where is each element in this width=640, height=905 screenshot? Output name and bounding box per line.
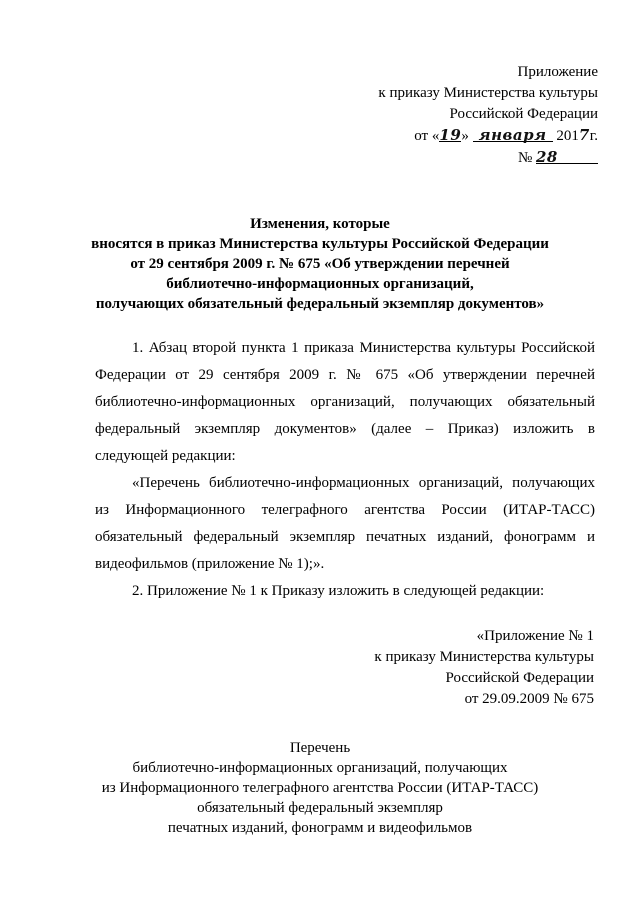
appendix-line-4: от 29.09.2009 № 675 [464, 691, 594, 707]
appendix-line-3: Российской Федерации [445, 670, 594, 686]
list-title-line-5: печатных изданий, фонограмм и видеофильмов [167, 820, 473, 836]
title-line-4: библиотечно-информационных организаций, [166, 276, 474, 292]
list-title-line-2: библиотечно-информационных организаций, получающих [132, 760, 508, 776]
header-date-line [414, 125, 598, 147]
paragraph-1: 1. Абзац второй пункта 1 приказа Министерства культуры Российской Федерации от 29 сентября 2009 г. № 675 «Об утверждении перечней библиотечно-информационных организаций, получающих обязательный федеральный экземпляр документов» (далее – Приказ) изложить в следующей редакции: [95, 340, 595, 464]
date-end: г. [589, 128, 598, 144]
list-title-line-4: обязательный федеральный экземпляр [197, 800, 443, 816]
title-line-5: получающих обязательный федеральный экземпляр документов» [95, 296, 545, 312]
date-day-field [439, 125, 461, 142]
appendix-header [294, 626, 594, 710]
date-year-prefix: 201 [556, 128, 579, 144]
date-year-handwritten: 7 [578, 126, 590, 144]
date-mid: » [461, 128, 469, 144]
list-title-line-3: из Информационного телеграфного агентства России (ИТАР-ТАСС) [101, 780, 539, 796]
date-prefix: от « [414, 128, 440, 144]
title-line-3: от 29 сентября 2009 г. № 675 «Об утверждении перечней [130, 256, 510, 272]
title-line-1: Изменения, которые [250, 216, 390, 232]
paragraph-3: 2. Приложение № 1 к Приказу изложить в следующей редакции: [132, 583, 545, 599]
date-month-handwritten: января [478, 126, 547, 144]
date-day-handwritten: 19 [439, 126, 462, 144]
title-line-2: вносятся в приказ Министерства культуры Российской Федерации [91, 236, 549, 252]
appendix-line-2: к приказу Министерства культуры [374, 649, 594, 665]
document-title [70, 214, 570, 314]
number-handwritten: 28 [536, 148, 558, 166]
list-title [70, 738, 570, 838]
header-line-3: Российской Федерации [449, 106, 598, 122]
appendix-line-1: «Приложение № 1 [476, 628, 594, 644]
header-number-line [298, 147, 598, 169]
document-body [95, 335, 595, 605]
attachment-header [298, 62, 598, 169]
date-month-field [473, 125, 553, 142]
paragraph-2-quote: «Перечень библиотечно-информационных организаций, получающих из Информационного телеграфного агентства России (ИТАР-ТАСС) обязательный федеральный экземпляр печатных изданий, фонограмм и видеофильмов (приложение № 1);». [95, 475, 595, 572]
header-line-1: Приложение [517, 64, 598, 80]
number-field [536, 147, 598, 164]
header-line-2: к приказу Министерства культуры [378, 85, 598, 101]
number-prefix: № [517, 150, 533, 166]
list-title-line-1: Перечень [289, 740, 351, 756]
